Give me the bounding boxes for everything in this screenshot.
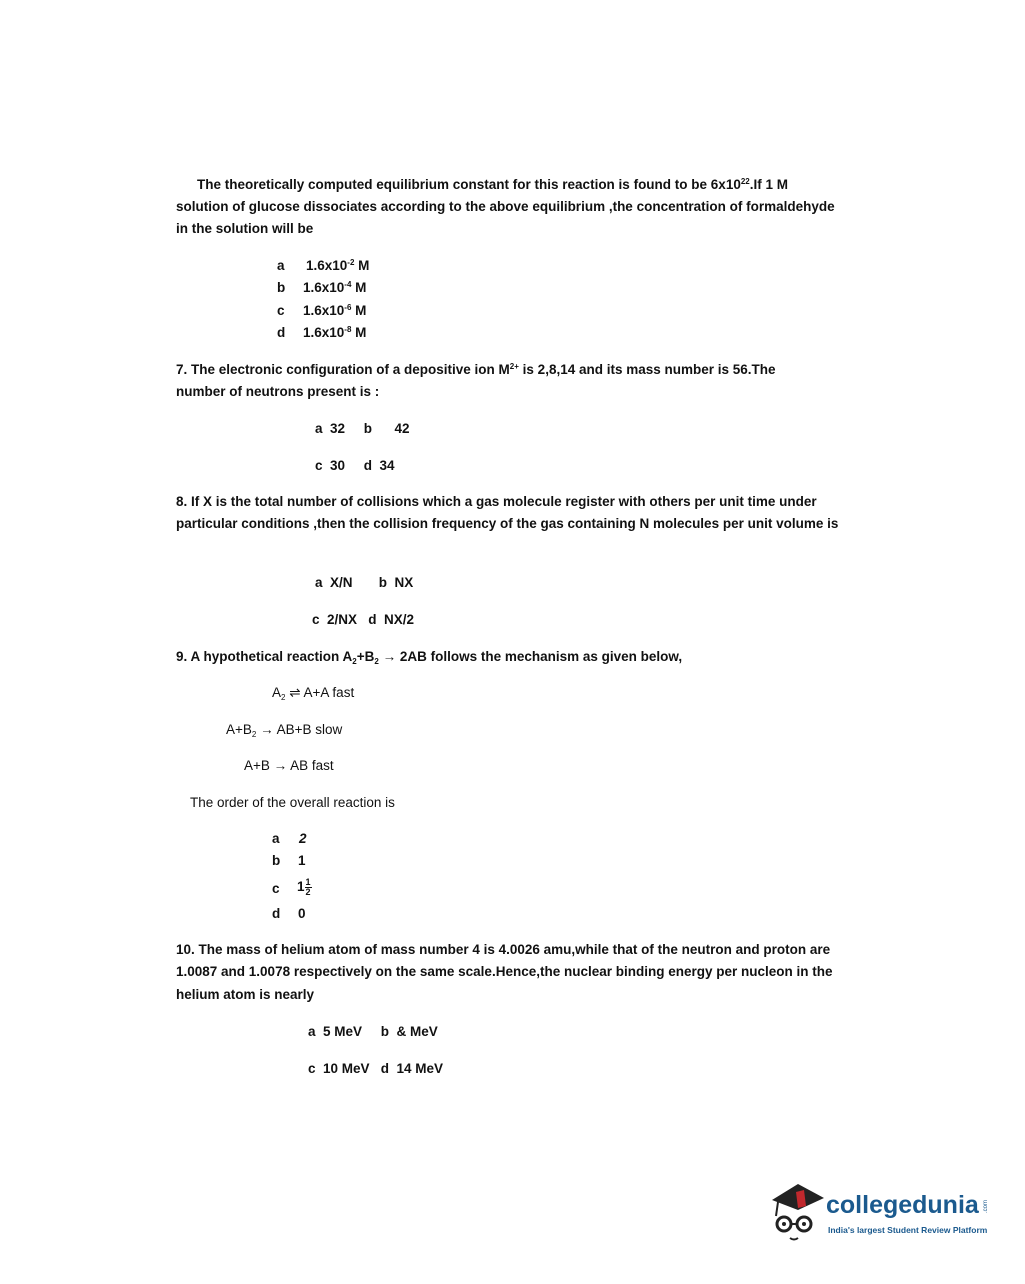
q9-sub2: 2 (374, 657, 379, 666)
q6-option-c-letter: c (277, 303, 285, 318)
q9-text-c: → 2AB follows the mechanism as given below, (378, 649, 683, 664)
q9-option-c-num: 1 (305, 876, 311, 887)
q6-line2: solution of glucose dissociates according to the above equilibrium ,the concentration of formaldehyde (176, 199, 835, 214)
q6-option-a (306, 255, 369, 277)
q9-step2-a: A+B (226, 722, 252, 737)
q6-line1-end: .If 1 M (749, 177, 789, 192)
q9-sub1: 2 (352, 657, 357, 666)
q9-option-d-letter: d (272, 906, 281, 921)
q9-text-b: +B (356, 649, 375, 664)
q7-options-row1: a 32 b 42 (315, 421, 410, 436)
q6-option-b-exp: -4 (344, 280, 352, 289)
q6-option-a-exp: -2 (347, 258, 355, 267)
q9-option-c-whole: 1 (297, 879, 305, 894)
q9-step1 (272, 682, 354, 704)
q6-line1 (197, 174, 788, 196)
q9-step1-b: ⇌ A+A fast (285, 685, 355, 700)
q9-option-d: 0 (298, 906, 306, 921)
q6-option-a-base: 1.6x10 (306, 258, 348, 273)
q8-options-row2: c 2/NX d NX/2 (312, 612, 415, 627)
q7-charge: 2+ (509, 362, 519, 371)
q6-option-b-letter: b (277, 280, 286, 295)
q6-exponent: 22 (740, 177, 750, 186)
q6-line1-text: The theoretically computed equilibrium constant for this reaction is found to be 6x10 (197, 177, 741, 192)
q9-option-c-letter: c (272, 881, 280, 896)
q9-option-c (297, 876, 312, 898)
graduate-mascot-icon (766, 1178, 830, 1244)
q6-option-c-exp: -6 (344, 303, 352, 312)
brand-dotcom: .com (983, 1200, 989, 1214)
q9-step1-a: A (272, 685, 282, 700)
q6-option-a-unit: M (354, 258, 370, 273)
q6-option-a-letter: a (277, 258, 285, 273)
q6-line3: in the solution will be (176, 221, 314, 236)
q9-step3: A+B → AB fast (244, 758, 334, 773)
q9-option-a: 2 (299, 831, 307, 846)
q6-option-d-letter: d (277, 325, 286, 340)
q9-option-a-letter: a (272, 831, 280, 846)
q9-order-question: The order of the overall reaction is (190, 795, 395, 810)
q9-step1-sub: 2 (281, 693, 286, 702)
q8-options-row1: a X/N b NX (315, 575, 414, 590)
q6-option-d-unit: M (351, 325, 367, 340)
q9-question (176, 646, 682, 668)
q6-option-d-base: 1.6x10 (303, 325, 345, 340)
q6-option-c-unit: M (351, 303, 367, 318)
q6-option-c-base: 1.6x10 (303, 303, 345, 318)
q7-line1-text: 7. The electronic configuration of a depositive ion M (176, 362, 510, 377)
q7-line1-end: is 2,8,14 and its mass number is 56.The (518, 362, 776, 377)
q9-option-c-den: 2 (305, 886, 311, 897)
q9-step2-sub: 2 (251, 730, 257, 739)
q7-options-row2: c 30 d 34 (315, 458, 395, 473)
q9-step2 (226, 719, 342, 741)
brand-tagline: India's largest Student Review Platform (828, 1225, 988, 1235)
q6-option-c (303, 300, 366, 322)
q9-option-c-fraction (305, 878, 312, 897)
q9-text-a: 9. A hypothetical reaction A (176, 649, 353, 664)
q10-options-row2: c 10 MeV d 14 MeV (308, 1061, 444, 1076)
q6-option-b-base: 1.6x10 (303, 280, 345, 295)
q6-option-b (303, 277, 366, 299)
q9-option-b-letter: b (272, 853, 281, 868)
brand-name: collegedunia (826, 1191, 979, 1219)
q6-option-d-exp: -8 (344, 325, 352, 334)
q9-step2-b: → AB+B slow (256, 722, 343, 737)
q6-option-d (303, 322, 366, 344)
q7-line1 (176, 359, 776, 381)
q10-question: 10. The mass of helium atom of mass number 4 is 4.0026 amu,while that of the neutron and proton are 1.0087 and 1.0078 respectively on the same scale.Hence,the nuclear binding energy per nucleon in the helium atom is nearly (176, 942, 833, 1002)
q6-option-b-unit: M (351, 280, 367, 295)
q9-option-b: 1 (298, 853, 306, 868)
q7-line2: number of neutrons present is : (176, 384, 380, 399)
q10-options-row1: a 5 MeV b & MeV (308, 1024, 438, 1039)
q8-question: 8. If X is the total number of collisions which a gas molecule register with others per unit time under particular conditions ,then the collision frequency of the gas containing N molecules per unit volume is (176, 494, 839, 532)
